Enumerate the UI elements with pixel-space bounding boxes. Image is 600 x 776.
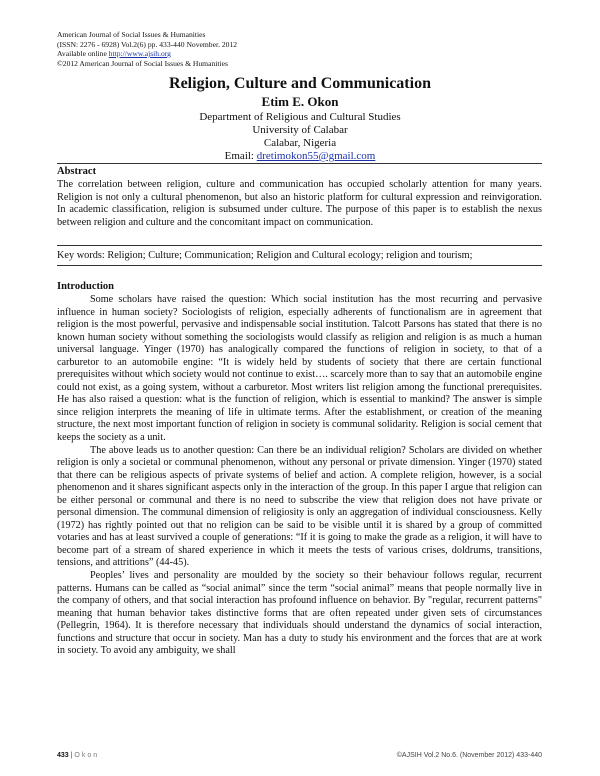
journal-issn: (ISSN: 2276 - 6928) Vol.2(6) pp. 433-440 November. 2012 xyxy=(57,39,238,49)
abstract-bottom-rule xyxy=(57,245,542,246)
paragraph-3: Peoples’ lives and personality are moulded by the society so their behaviour follows regular, recurrent patterns. Humans can be called as “social animal” since the term “social animal” means that people normally live in the company of others, and that social interaction has profound influence on behavior. By "regular, recurrent patterns" meaning that human behavior takes distinctive forms that are often repeated under given sets of circumstances (Pellegrin, 1964). It is therefore necessary that individuals should understand the dynamics of social interaction, functions and structure that occur in society. Man has a duty to study his environment and the forces that are at work in society. To avoid any ambiguity, we shall xyxy=(57,570,542,657)
author-email xyxy=(0,150,600,162)
abstract-heading: Abstract xyxy=(57,166,97,177)
email-label: Email: xyxy=(224,150,257,162)
keywords: Key words: Religion; Culture; Communication; Religion and Cultural ecology; religion and tourism; xyxy=(57,250,473,261)
availability-label: Available online xyxy=(57,49,109,58)
footer-separator: | xyxy=(68,752,75,759)
journal-info xyxy=(57,30,237,68)
footer-left xyxy=(57,752,99,759)
abstract-top-rule xyxy=(57,163,542,164)
journal-copyright: ©2012 American Journal of Social Issues & Humanities xyxy=(57,58,228,68)
footer-citation: ©AJSIH Vol.2 No.6. (November 2012) 433-440 xyxy=(396,752,542,759)
introduction-heading: Introduction xyxy=(57,281,114,292)
abstract-text: The correlation between religion, culture and communication has occupied scholarly attention for many years. Religion is not only a cultural phenomenon, but also an historic platform for cultural expression and reinvigoration. In academic classification, religion is subsumed under culture. The purpose of this paper is to establish the nexus between religion and culture and the concomitant impact on communication. xyxy=(57,179,542,228)
author-name: Etim E. Okon xyxy=(261,94,339,109)
keywords-bottom-rule xyxy=(57,265,542,266)
author-university: University of Calabar xyxy=(252,124,348,136)
paragraph-2: The above leads us to another question: Can there be an individual religion? Scholars are divided on whether religion is only a societal or communal phenomenon, without any personal or private dimension. Yinger (1970) stated that there can be religious aspects of private systems of belief and action. A complete religion, however, is a social phenomenon and it shares significant aspects only in the interaction of the group. In this paper I argue that religion can be either personal or communal and there is no need to subscribe the view that religion does not have private or personal dimension. The communal dimension of religiosity is only an aggregation of individual consciousness. Kelly (1972) has rightly pointed out that no religion can be said to be visible until it is shared by a group of committed votaries and has at least survived a couple of generations: “If it is going to make the grade as a religion, it will have to become part of a stream of shared experience in which it meets the tests of various crises, doldrums, transitions, tensions, and attritions” (44-45). xyxy=(57,444,542,569)
email-link[interactable]: dretimokon55@gmail.com xyxy=(256,150,376,162)
journal-availability xyxy=(57,49,237,59)
journal-url-link[interactable]: http://www.ajsih.org xyxy=(108,49,171,58)
introduction-body xyxy=(57,294,542,658)
author-department: Department of Religious and Cultural Studies xyxy=(199,111,401,123)
paper-title: Religion, Culture and Communication xyxy=(169,75,431,92)
author-location: Calabar, Nigeria xyxy=(263,137,337,149)
running-author: Okon xyxy=(74,752,100,759)
paragraph-1: Some scholars have raised the question: Which social institution has the most recurring and pervasive influence in human society? Sociologists of religion, especially adherents of functionalism are in agreement that religion is the most powerful, pervasive and indispensable social institution. Talcott Parsons has stated that there is no known human society without something the sociologists would classify as religion and religion is as much a human universal language. Yinger (1970) has analogically compared the functions of religion in society, to that of a carburetor to an automobile engine: “It is widely held by students of society that there are certain functional prerequisites without which society would not continue to exist…. scarcely more than to say that an automobile engine could not exist, as a going system, without a carburetor. Most writers list religion among the functional prerequisites. He has also raised a question: what is the function of religion, which is essential to mankind? The answer is simple since religion interprets the meaning of life in ultimate terms. After the establishment, or creation of the meaning structure, the next most important function of religion in society is communal solidarity. Religion is social cement that keeps the society as a unit. xyxy=(57,294,542,444)
page-number: 433 xyxy=(57,752,69,759)
journal-name: American Journal of Social Issues & Humanities xyxy=(57,30,206,39)
